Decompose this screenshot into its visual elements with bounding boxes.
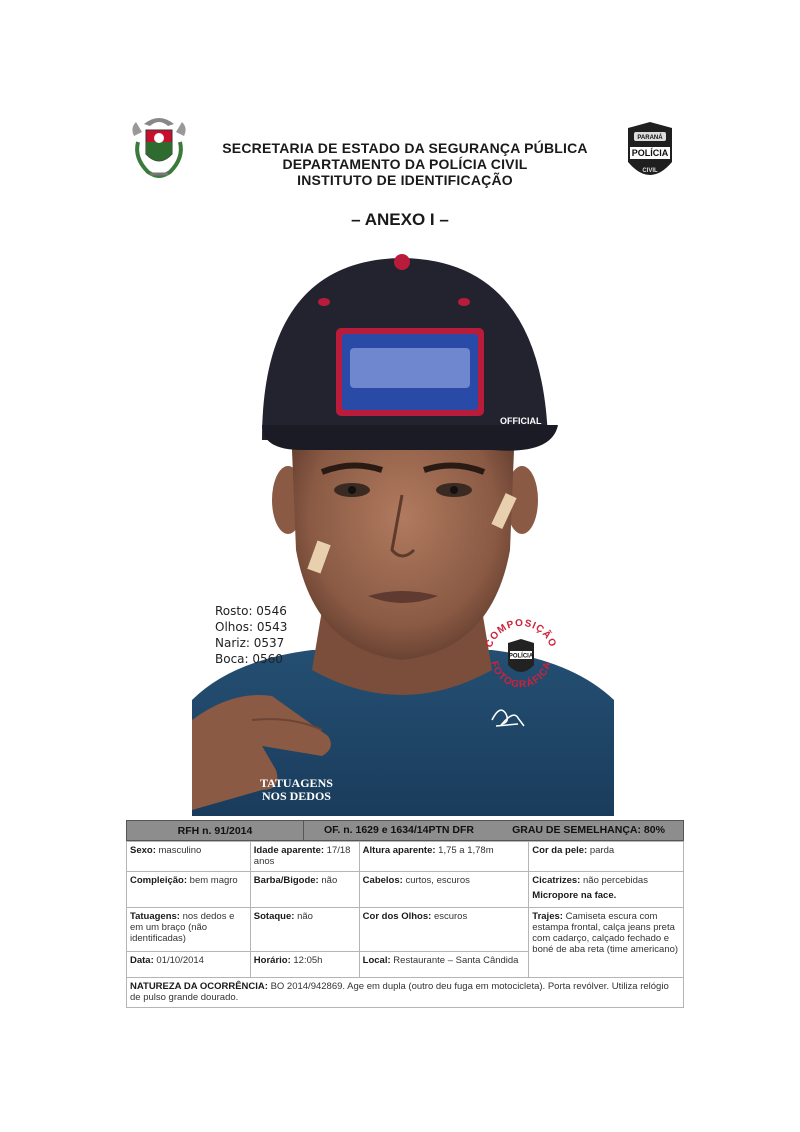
- stamp-top-text: COMPOSIÇÃO: [483, 617, 559, 650]
- cell-sotaque: Sotaque: não: [250, 908, 359, 952]
- cell-pele: Cor da pele: parda: [529, 842, 684, 872]
- natureza-text: BO 2014/942869. Age em dupla (outro deu fuga em motocicleta). Porta revólver. Utiliza relógio de pulso grande dourado.: [130, 981, 669, 1003]
- rfh-number: RFH n. 91/2014: [177, 824, 253, 837]
- cap-label: OFFICIAL: [500, 416, 542, 426]
- cell-idade: Idade aparente: 17/18 anos: [250, 842, 359, 872]
- stamp-bottom-text: FOTOGRÁFICA: [488, 659, 554, 691]
- cell-altura: Altura aparente: 1,75 a 1,78m: [359, 842, 529, 872]
- sotaque-value: não: [297, 911, 313, 922]
- feature-codes: [215, 603, 287, 667]
- stamp-badge-text: POLÍCIA: [508, 653, 534, 660]
- cell-horario: Horário: 12:05h: [250, 952, 359, 978]
- cicatrizes-value: não percebidas: [583, 875, 648, 886]
- badge-bottom-text: CIVIL: [642, 168, 658, 174]
- trajes-value: Camiseta escura com estampa frontal, calça jeans preta com cadarço, calçado fechado e boné de aba reta (time americano): [532, 911, 679, 955]
- altura-value: 1,75 a 1,78m: [438, 845, 494, 856]
- policia-civil-badge-icon: [624, 122, 676, 188]
- cell-tatuagens: Tatuagens: nos dedos e em um braço (não identificadas): [127, 908, 251, 952]
- annex-title: – ANEXO I –: [351, 210, 449, 229]
- cell-compleicao: Compleição: bem magro: [127, 872, 251, 908]
- signature-icon: [488, 700, 528, 730]
- data-value: 01/10/2014: [156, 955, 204, 966]
- natureza-ocorrencia: [126, 978, 684, 1008]
- cell-sexo: Sexo: masculino: [127, 842, 251, 872]
- cell-barba: Barba/Bigode: não: [250, 872, 359, 908]
- institution-header: [180, 140, 630, 188]
- tattoo-caption-line-2: NOS DEDOS: [261, 789, 331, 803]
- horario-value: 12:05h: [293, 955, 323, 966]
- header-line-2: DEPARTAMENTO DA POLÍCIA CIVIL: [282, 156, 528, 172]
- header-line-1: SECRETARIA DE ESTADO DA SEGURANÇA PÚBLICA: [222, 140, 588, 156]
- summary-bar: [126, 820, 684, 841]
- cell-local: Local: Restaurante – Santa Cândida: [359, 952, 529, 978]
- tatuagens-value: nos dedos e em um braço (não identificadas): [130, 911, 235, 944]
- compleicao-value: bem magro: [189, 875, 238, 886]
- details-grid: [126, 841, 684, 978]
- badge-top-text: PARANÁ: [637, 135, 663, 141]
- tattoo-caption: [260, 777, 333, 803]
- cabelos-value: curtos, escuros: [405, 875, 470, 886]
- pele-value: parda: [589, 845, 615, 856]
- cell-cabelos: Cabelos: curtos, escuros: [359, 872, 529, 908]
- badge-main-text: POLÍCIA: [631, 148, 669, 158]
- code-nose: Nariz: 0537: [215, 636, 285, 650]
- idade-value: 17/18 anos: [253, 845, 351, 867]
- micropore-note: Micropore na face.: [532, 890, 617, 901]
- cell-cicatrizes: Cicatrizes: não percebidas Micropore na face.: [529, 872, 684, 908]
- natureza-label: NATUREZA DA OCORRÊNCIA:: [130, 981, 268, 992]
- local-value: Restaurante – Santa Cândida: [393, 955, 519, 966]
- similarity-degree: GRAU DE SEMELHANÇA: 80%: [512, 824, 665, 836]
- code-eyes: Olhos: 0543: [215, 620, 288, 634]
- code-face: Rosto: 0546: [215, 604, 287, 618]
- identification-table: [126, 820, 684, 1008]
- composicao-fotografica-stamp: [480, 613, 562, 701]
- of-number: OF. n. 1629 e 1634/14PTN DFR: [303, 821, 494, 840]
- code-mouth: Boca: 0560: [215, 652, 283, 666]
- cell-olhos: Cor dos Olhos: escuros: [359, 908, 529, 952]
- facial-composite-portrait: [192, 250, 614, 816]
- olhos-value: escuros: [433, 911, 468, 922]
- header-line-3: INSTITUTO DE IDENTIFICAÇÃO: [297, 172, 513, 188]
- barba-value: não: [321, 875, 338, 886]
- sexo-value: masculino: [158, 845, 202, 856]
- cell-trajes: Trajes: Camiseta escura com estampa frontal, calça jeans preta com cadarço, calçado fechado e boné de aba reta (time americano): [529, 908, 684, 978]
- tattoo-caption-line-1: TATUAGENS: [260, 776, 333, 790]
- cell-data: Data: 01/10/2014: [127, 952, 251, 978]
